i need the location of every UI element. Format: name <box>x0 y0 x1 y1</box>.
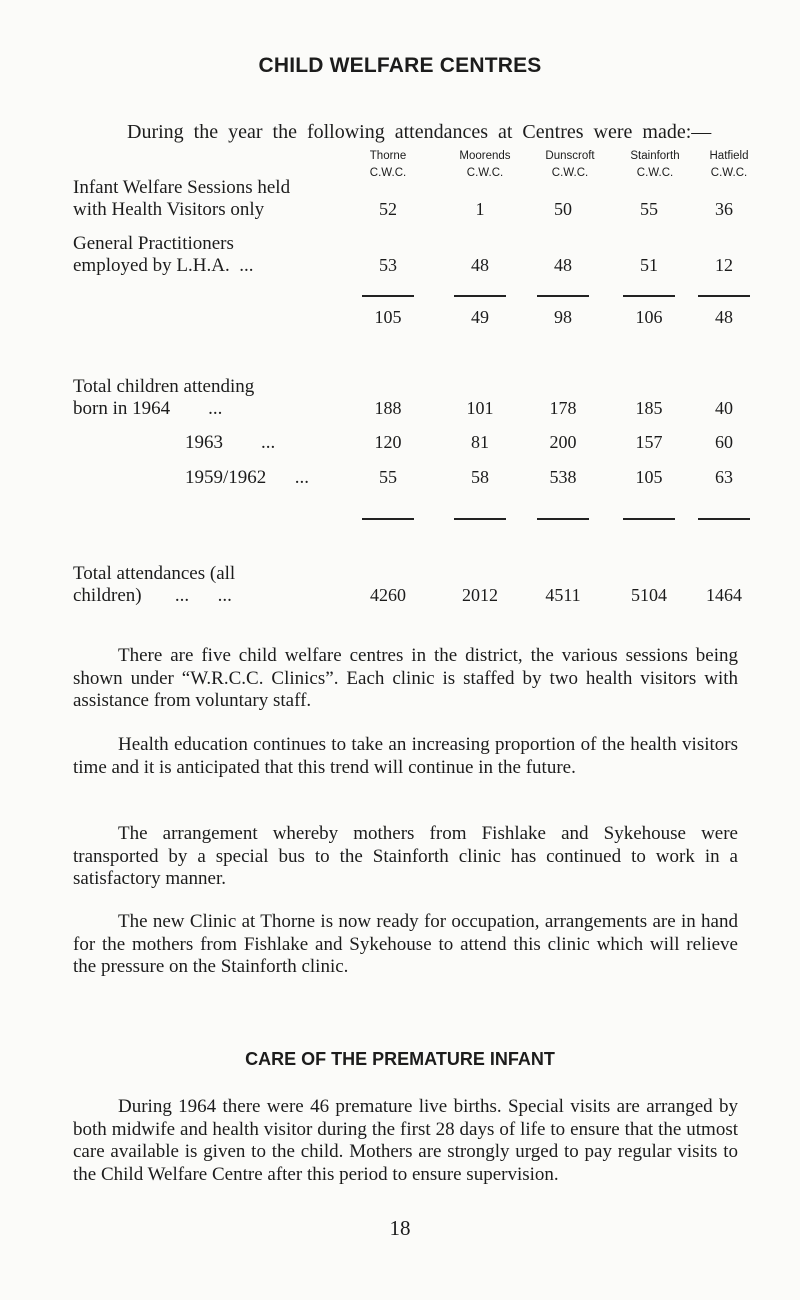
total-cell: 2012 <box>462 585 498 605</box>
subtotal-cell: 106 <box>635 307 663 327</box>
paragraph-transport: The arrangement whereby mothers from Fishlake and Sykehouse were transported by a special bus to the Stainforth clinic has continued to work in a satisfactory manner. <box>73 823 738 889</box>
table-cell: 50 <box>554 199 572 219</box>
paragraph-premature-infant: During 1964 there were 46 premature live births. Special visits are arranged by both midwife and health visitor during the first 28 days of life to ensure that the utmost care available is given to the child. Mothers are strongly urged to pay regular visits to the Child Welfare Centre after this period to ensure supervision. <box>73 1096 738 1185</box>
table-cell: 538 <box>549 467 577 487</box>
table-cell: 12 <box>715 255 733 275</box>
table-cell: 185 <box>635 398 663 418</box>
subtotal-rule <box>698 295 750 297</box>
column-header-dunscroft: Dunscroft C.W.C. <box>545 150 595 179</box>
table-cell: 188 <box>374 398 402 418</box>
page-number: 18 <box>389 1216 411 1240</box>
subtotal-cell: 98 <box>554 307 572 327</box>
table-cell: 53 <box>379 255 397 275</box>
row-label-general-practitioners: General Practitioners employed by L.H.A. ... <box>73 233 254 276</box>
total-cell: 4260 <box>370 585 406 605</box>
table-cell: 105 <box>635 467 663 487</box>
column-header-hatfield: Hatfield C.W.C. <box>709 150 749 179</box>
subtotal-cell: 105 <box>374 307 402 327</box>
column-header-moorends: Moorends C.W.C. <box>459 150 511 179</box>
subtotal-rule <box>454 295 506 297</box>
column-header-thorne: Thorne C.W.C. <box>369 150 407 179</box>
total-cell: 4511 <box>545 585 581 605</box>
table-cell: 63 <box>715 467 733 487</box>
row-label-infant-welfare: Infant Welfare Sessions held with Health Visitors only <box>73 177 291 220</box>
row-label-1963: 1963 ... <box>185 432 276 453</box>
table-cell: 101 <box>466 398 494 418</box>
table-cell: 200 <box>549 432 577 452</box>
paragraph-centres: There are five child welfare centres in the district, the various sessions being shown under “W.R.C.C. Clinics”. Each clinic is staffed by two health visitors with assistance from voluntary staff. <box>73 645 738 711</box>
table-cell: 36 <box>715 199 733 219</box>
table-cell: 178 <box>549 398 577 418</box>
subtotal-rule <box>537 295 589 297</box>
page-title: CHILD WELFARE CENTRES <box>258 54 542 77</box>
subtotal-cell: 48 <box>715 307 733 327</box>
total-cell: 5104 <box>631 585 667 605</box>
column-header-stainforth: Stainforth C.W.C. <box>630 150 680 179</box>
total-rule <box>454 518 506 520</box>
table-cell: 48 <box>554 255 572 275</box>
row-label-total-attendances: Total attendances (all children) ... ... <box>73 563 236 606</box>
table-cell: 81 <box>471 432 489 452</box>
total-cell: 1464 <box>706 585 742 605</box>
paragraph-health-education: Health education continues to take an increasing proportion of the health visitors time and it is anticipated that this trend will continue in the future. <box>73 734 738 778</box>
subtotal-rule <box>623 295 675 297</box>
total-rule <box>362 518 414 520</box>
table-cell: 55 <box>379 467 397 487</box>
total-rule <box>698 518 750 520</box>
subtotal-rule <box>362 295 414 297</box>
total-rule <box>537 518 589 520</box>
table-cell: 157 <box>635 432 663 452</box>
table-cell: 58 <box>471 467 489 487</box>
table-cell: 1 <box>475 199 485 219</box>
table-cell: 52 <box>379 199 397 219</box>
table-cell: 120 <box>374 432 402 452</box>
table-cell: 40 <box>715 398 733 418</box>
table-cell: 60 <box>715 432 733 452</box>
row-label-born-1964: Total children attending born in 1964 ... <box>73 376 255 419</box>
table-cell: 51 <box>640 255 658 275</box>
table-cell: 55 <box>640 199 658 219</box>
paragraph-new-clinic: The new Clinic at Thorne is now ready for occupation, arrangements are in hand for the mothers from Fishlake and Sykehouse to attend this clinic which will relieve the pressure on the Stainforth clinic. <box>73 911 738 977</box>
table-cell: 48 <box>471 255 489 275</box>
row-label-1959-1962: 1959/1962 ... <box>185 467 310 488</box>
subtotal-cell: 49 <box>471 307 489 327</box>
section-heading: CARE OF THE PREMATURE INFANT <box>245 1049 555 1069</box>
total-rule <box>623 518 675 520</box>
intro-text: During the year the following attendances at Centres were made:— <box>127 121 712 143</box>
